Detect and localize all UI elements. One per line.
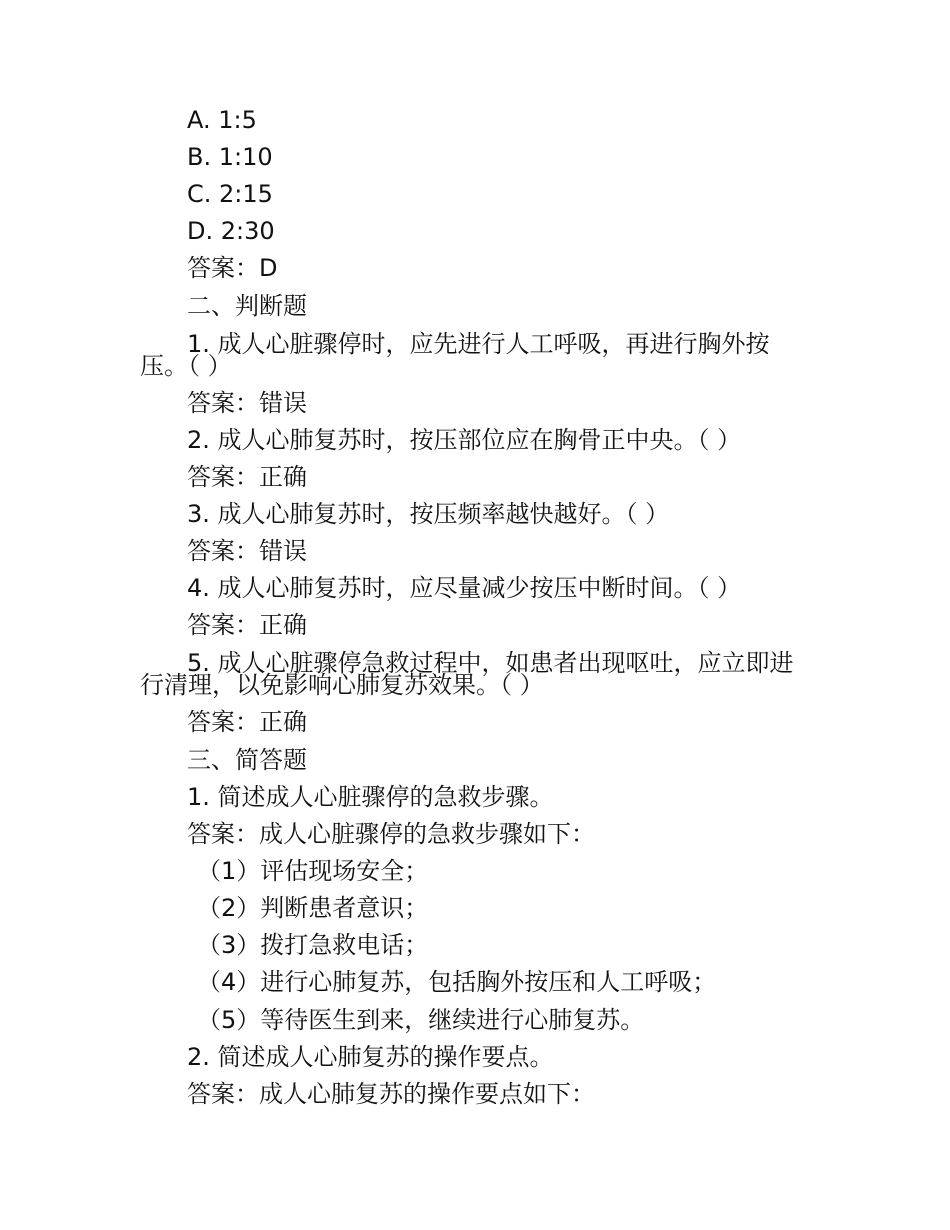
option-a: A. 1:5: [187, 106, 257, 134]
step-item: （3）拨打急救电话；: [197, 931, 429, 959]
answer-mc: 答案：D: [187, 254, 278, 282]
judgement-q3: 3. 成人心肺复苏时，按压频率越快越好。（ ）: [187, 500, 670, 528]
judgement-a1: 答案：错误: [187, 389, 307, 417]
judgement-a4: 答案：正确: [187, 611, 307, 639]
judgement-a2: 答案：正确: [187, 463, 307, 491]
section-heading-short-answer: 三、简答题: [187, 746, 307, 774]
step-item: （4）进行心肺复苏，包括胸外按压和人工呼吸；: [197, 968, 717, 996]
judgement-q2: 2. 成人心肺复苏时，按压部位应在胸骨正中央。（ ）: [187, 426, 742, 454]
short-answer-a1-intro: 答案：成人心脏骤停的急救步骤如下：: [187, 820, 595, 848]
short-answer-q2: 2. 简述成人心肺复苏的操作要点。: [187, 1043, 554, 1071]
judgement-q4: 4. 成人心肺复苏时，应尽量减少按压中断时间。（ ）: [187, 574, 742, 602]
step-item: （5）等待医生到来，继续进行心肺复苏。: [197, 1006, 645, 1034]
judgement-a3: 答案：错误: [187, 537, 307, 565]
judgement-q1-line2: 压。（ ）: [140, 352, 232, 380]
judgement-q5-line2: 行清理，以免影响心肺复苏效果。（ ）: [140, 671, 544, 699]
short-answer-a2-intro: 答案：成人心肺复苏的操作要点如下：: [187, 1080, 595, 1108]
option-d: D. 2:30: [187, 217, 275, 245]
option-c: C. 2:15: [187, 180, 273, 208]
judgement-q1-line1: 1. 成人心脏骤停时，应先进行人工呼吸，再进行胸外按: [187, 330, 770, 358]
option-b: B. 1:10: [187, 143, 273, 171]
step-item: （1）评估现场安全；: [197, 857, 429, 885]
judgement-a5: 答案：正确: [187, 708, 307, 736]
step-item: （2）判断患者意识；: [197, 894, 429, 922]
short-answer-q1: 1. 简述成人心脏骤停的急救步骤。: [187, 783, 554, 811]
section-heading-judgement: 二、判断题: [187, 292, 307, 320]
judgement-q5-line1: 5. 成人心脏骤停急救过程中，如患者出现呕吐，应立即进: [187, 649, 794, 677]
